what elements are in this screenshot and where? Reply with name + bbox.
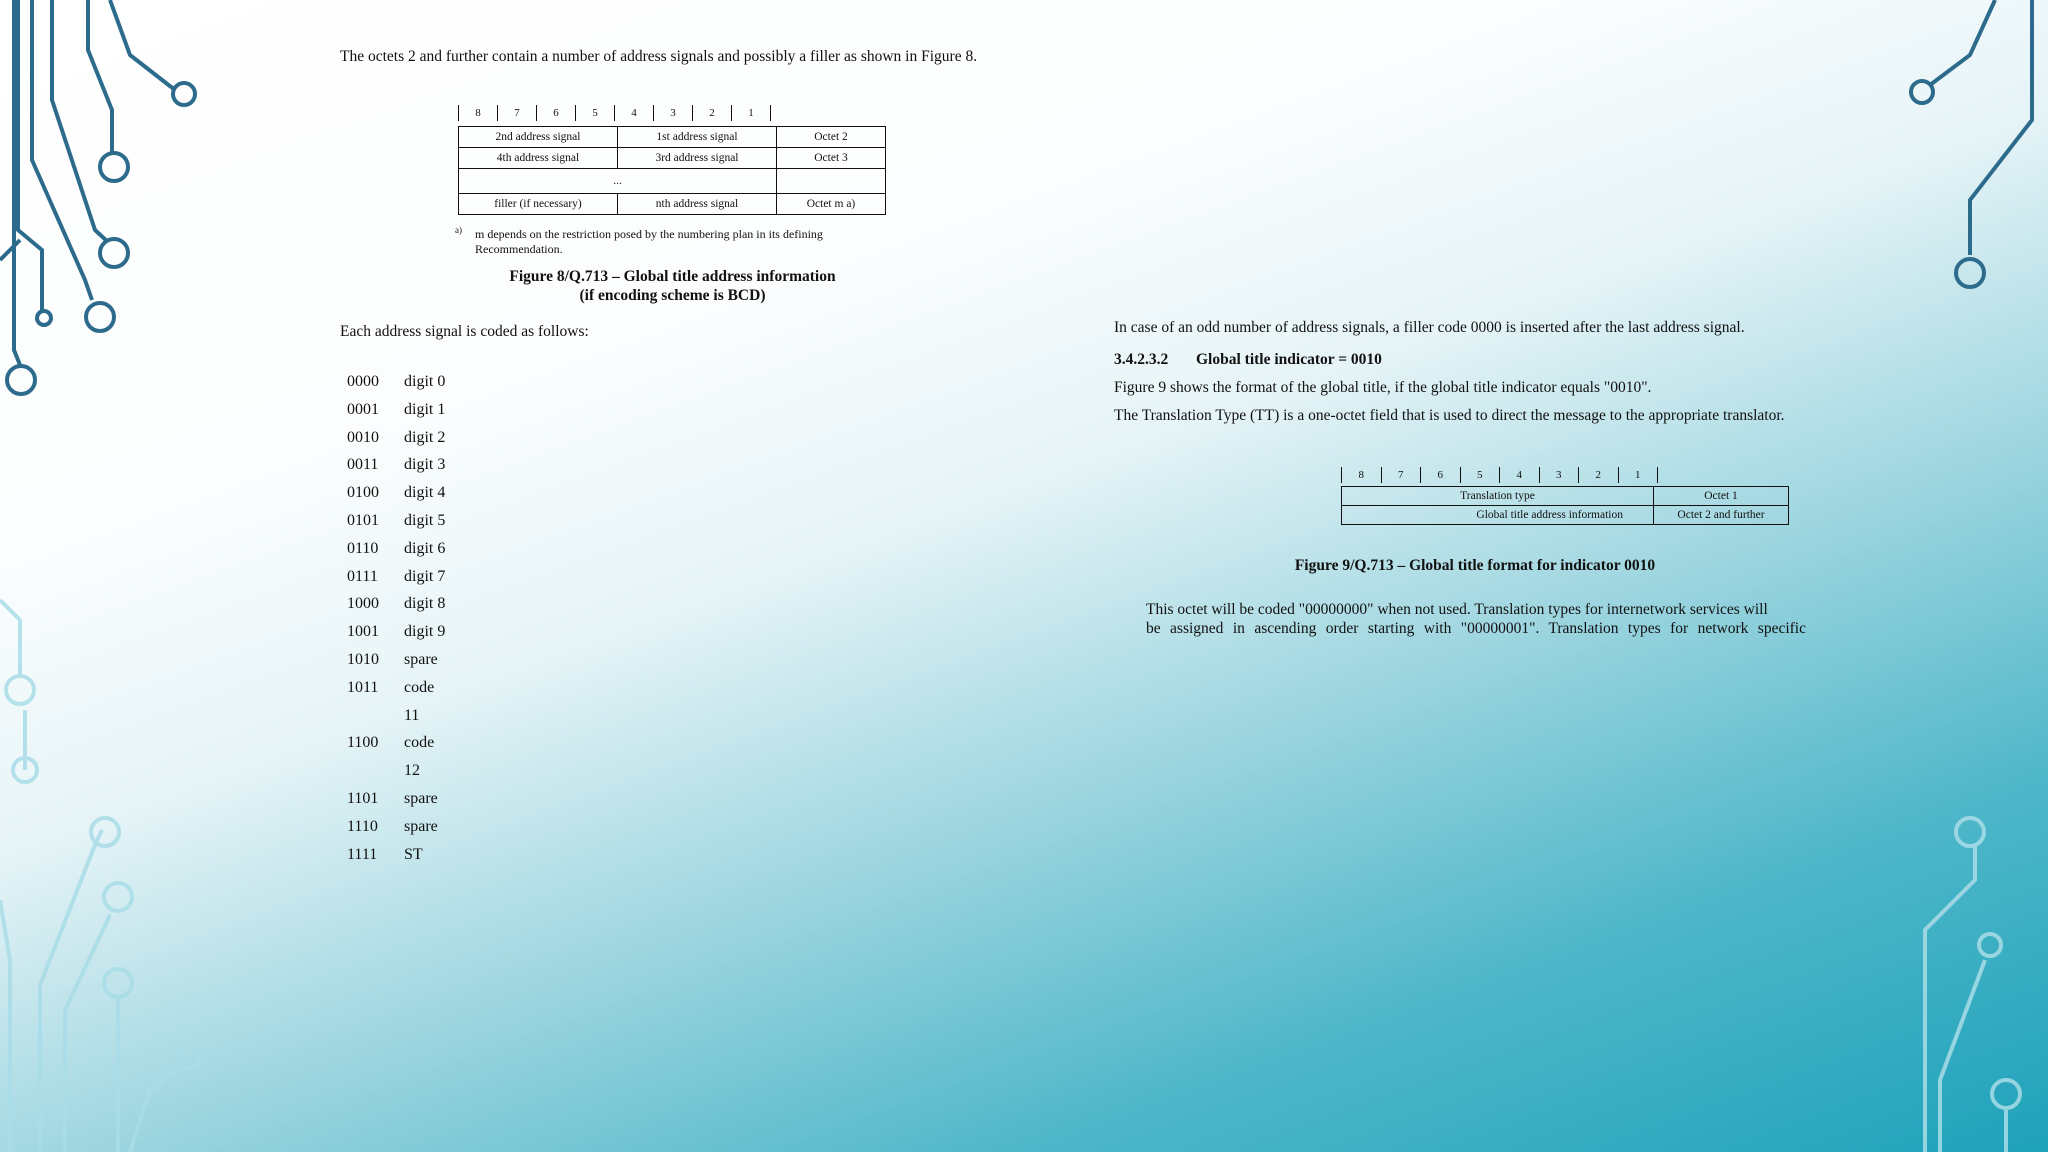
code-row [347,429,464,457]
code-meaning: code [404,678,435,696]
table-cell: nth address signal [618,194,777,215]
code-meaning: digit 8 [404,595,446,613]
filler-paragraph: In case of an odd number of address signals, a filler code 0000 is inserted after the last address signal. [1114,319,1745,336]
table-cell: filler (if necessary) [459,194,618,215]
section-heading [1114,350,1382,369]
table-cell: 2nd address signal [459,127,618,148]
code-row [347,818,464,846]
code-binary: 1101 [347,789,379,807]
bit-label: 8 [1341,467,1381,483]
bit-label: 3 [653,105,692,121]
code-row [347,456,464,484]
code-meaning: digit 1 [404,400,446,418]
code-row [347,540,464,568]
bit-label: 1 [731,105,771,121]
bit-label: 5 [1460,467,1500,483]
code-row [347,623,464,651]
table-row [1342,506,1789,525]
table-cell: Global title address information [1342,506,1654,525]
code-row [347,679,464,707]
code-meaning: code [404,734,435,752]
code-row [347,595,464,623]
code-row [347,373,464,401]
table-cell: Translation type [1342,487,1654,506]
table-cell [777,169,886,194]
table-cell-ellipsis: ... [459,169,777,194]
table-row [459,169,886,194]
fig9-table [1341,486,1789,525]
code-binary: 1000 [347,595,379,613]
code-meaning: spare [404,817,438,835]
code-row [347,568,464,596]
bit-label: 2 [1578,467,1618,483]
fig8-caption [400,267,945,305]
octet-coding-paragraph [1146,600,1806,638]
fig9-caption: Figure 9/Q.713 – Global title format for indicator 0010 [1294,557,1656,574]
translation-type-paragraph: The Translation Type (TT) is a one-octet field that is used to direct the message to the appropriate translator. [1114,407,1785,424]
table-row [459,148,886,169]
code-row [347,484,464,512]
code-binary: 0101 [347,511,379,529]
table-cell: Octet 1 [1654,487,1789,506]
note-marker: a) [455,225,462,235]
section-number: 3.4.2.3.2 [1114,351,1169,368]
code-binary: 1110 [347,817,378,835]
bit-label: 6 [536,105,575,121]
fig8-bit-header [458,105,771,121]
code-binary: 0001 [347,400,379,418]
code-meaning: digit 3 [404,456,446,474]
fig8-caption-line2: (if encoding scheme is BCD) [579,287,766,304]
code-binary: 0111 [347,567,378,585]
code-meaning: digit 2 [404,428,446,446]
code-meaning: digit 6 [404,539,446,557]
table-cell: 3rd address signal [618,148,777,169]
coding-intro: Each address signal is coded as follows: [340,323,589,340]
octet-coding-line2: be assigned in ascending order starting with "00000001". Translation types for network specific [1146,620,1806,637]
table-row [1342,487,1789,506]
address-code-list [347,373,464,873]
table-row [459,127,886,148]
code-row [347,846,464,874]
bit-label: 3 [1539,467,1579,483]
code-binary [347,707,404,735]
table-cell: 1st address signal [618,127,777,148]
code-row [347,401,464,429]
code-meaning: 11 [404,706,420,724]
octet-coding-line1: This octet will be coded "00000000" when not used. Translation types for internetwork services will [1146,601,1768,618]
code-binary: 0000 [347,373,379,390]
code-binary: 1100 [347,734,379,752]
code-binary: 1010 [347,650,379,668]
fig8-caption-line1: Figure 8/Q.713 – Global title address information [509,268,836,285]
table-cell: Octet 2 and further [1654,506,1789,525]
code-meaning: ST [404,845,423,863]
fig9-intro-paragraph: Figure 9 shows the format of the global title, if the global title indicator equals "0010". [1114,379,1652,396]
table-row [459,194,886,215]
code-row [347,734,464,762]
code-meaning: 12 [404,762,420,780]
code-binary: 1001 [347,623,379,641]
code-row [347,762,464,790]
bit-label: 1 [1618,467,1659,483]
table-cell: 4th address signal [459,148,618,169]
code-meaning: digit 9 [404,623,446,641]
code-binary [347,762,404,790]
bit-label: 4 [1499,467,1539,483]
code-binary: 0110 [347,539,379,557]
bit-label: 7 [497,105,536,121]
code-row [347,790,464,818]
code-binary: 1111 [347,845,378,863]
fig8-note: m depends on the restriction posed by the numbering plan in its defining Recommendation. [475,227,823,256]
code-meaning: spare [404,789,438,807]
section-title: Global title indicator = 0010 [1196,351,1382,368]
table-cell: Octet 2 [777,127,886,148]
table-cell: Octet m a) [777,194,886,215]
fig9-bit-header [1341,467,1658,483]
code-meaning: digit 5 [404,511,446,529]
code-binary: 0011 [347,456,379,474]
intro-paragraph: The octets 2 and further contain a number of address signals and possibly a filler as shown in Figure 8. [340,48,978,65]
code-row [347,651,464,679]
bit-label: 7 [1381,467,1421,483]
code-meaning: digit 0 [404,373,446,390]
code-binary: 0010 [347,428,379,446]
bit-label: 2 [692,105,731,121]
code-meaning: digit 4 [404,484,446,502]
code-meaning: digit 7 [404,567,446,585]
code-row [347,512,464,540]
bit-label: 6 [1420,467,1460,483]
code-binary: 1011 [347,678,379,696]
code-binary: 0100 [347,484,379,502]
bit-label: 4 [614,105,653,121]
bit-label: 5 [575,105,614,121]
code-row [347,707,464,735]
bit-label: 8 [458,105,497,121]
code-meaning: spare [404,650,438,668]
table-cell: Octet 3 [777,148,886,169]
fig8-table [458,126,886,215]
